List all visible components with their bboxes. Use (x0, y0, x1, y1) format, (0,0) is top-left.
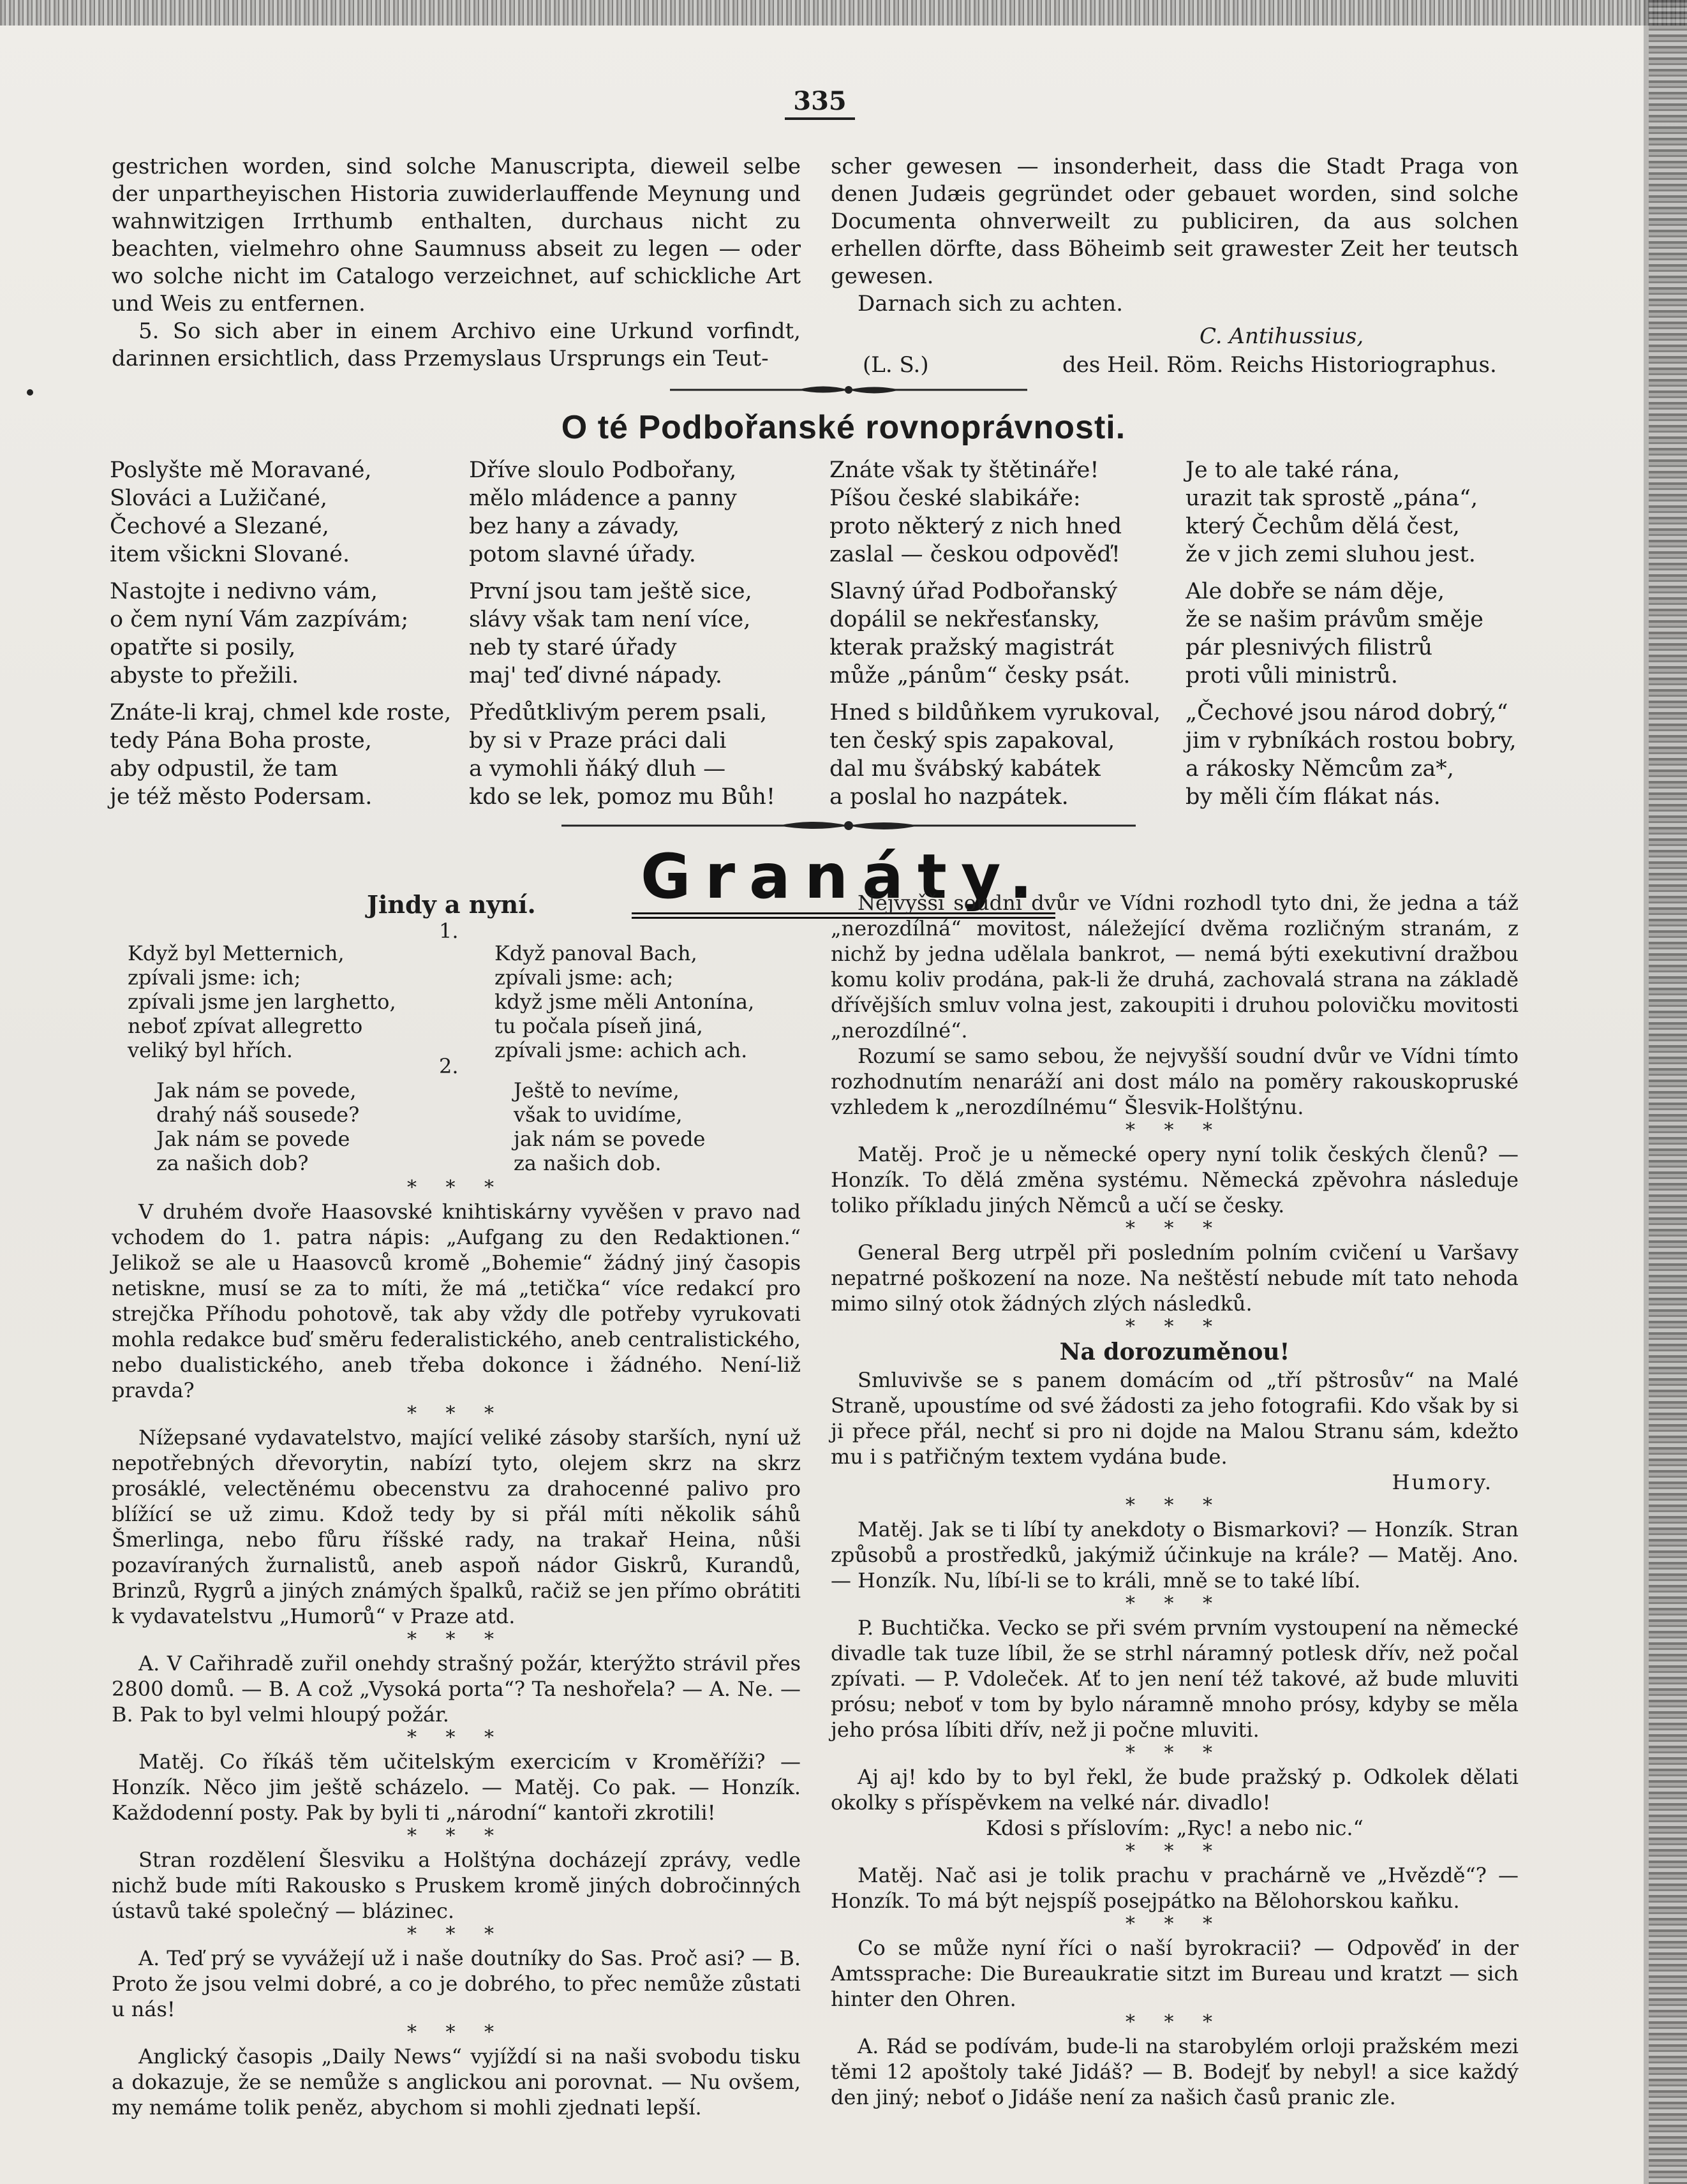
verse-line: Jak nám se povede, (156, 1078, 357, 1103)
section-separator: * * * (406, 2021, 506, 2044)
verse-line: kdo se lek, pomoz mu Bůh! (469, 784, 776, 810)
verse-block (514, 1078, 820, 1175)
verse-line: Poslyšte mě Moravané, (110, 457, 372, 483)
verse-line: item všickni Slované. (110, 542, 350, 567)
section-separator: * * * (1125, 1913, 1224, 1935)
verse-line: když jsme měli Antonína, (494, 990, 755, 1014)
verse-line: zpívali jsme: ach; (494, 965, 674, 990)
verse-line: neboť zpívat allegretto (128, 1014, 363, 1038)
verse-line: Nastojte i nedivno vám, (110, 579, 378, 604)
section-separator: * * * (1125, 1494, 1224, 1517)
page-number: 335 (785, 86, 855, 120)
scan-edge-top (0, 0, 1687, 26)
verse-line: může „pánům“ česky psát. (829, 663, 1131, 688)
section-separator: * * * (1125, 1217, 1224, 1240)
granaty-left-column (112, 1177, 801, 2120)
paragraph: A. Teď prý se vyvážejí už i naše doutníky do Sas. Proč asi? — B. Proto že jsou velmi dobré, a co je dobrého, to přec nemůže zůstati u nás! (112, 1946, 801, 2021)
verse-line: dal mu švábský kabátek (829, 756, 1101, 782)
top-right-column (831, 153, 1519, 318)
section-separator: * * * (1125, 1593, 1224, 1615)
poem-column-2 (469, 456, 814, 820)
verse-line: zpívali jsme: achich ach. (494, 1038, 748, 1062)
verse-line: maj' teď divné nápady. (469, 663, 723, 688)
paragraph: P. Buchtička. Vecko se při svém prvním vystoupení na německé divadle tak tuze líbil, že se strhl náramný potlesk dřív, než počal zpívati. — P. Vdoleček. Ať to jen není též takové, až bude mluviti prósu; neboť v tom by bylo náramně mnoho prósy, kdyby se měla jeho prósa líbiti dřív, než ji počne mluviti. (831, 1616, 1519, 1742)
section-separator: * * * (1125, 1316, 1224, 1338)
paragraph: A. V Cařihradě zuřil onehdy strašný požár, kterýžto strávil přes 2800 domů. — B. A což „Vysoká porta“? Ta neshořela? — A. Ne. — B. Pak to byl velmi hloupý požár. (112, 1651, 801, 1727)
verse-line: jak nám se povede (514, 1127, 706, 1151)
verse-block (494, 941, 826, 1062)
verse-line: První jsou tam ještě sice, (469, 579, 752, 604)
subsection-title: Jindy a nyní. (367, 890, 536, 919)
paragraph: A. Rád se podívám, bude-li na starobylém orloji pražském mezi těmi 12 apoštoly také Jidáš? — B. Bodejť by nebyl! a sice každý den jiný; neboť o Jidáše není za našich časů pranic zle. (831, 2034, 1519, 2109)
granaty-right-column (831, 890, 1519, 2110)
section-separator: * * * (1125, 2011, 1224, 2033)
stanza (829, 456, 1174, 568)
stanza (829, 577, 1174, 690)
section-separator: * * * (406, 1628, 506, 1651)
verse-line: Předůtklivým perem psali, (469, 700, 768, 725)
paragraph: Matěj. Jak se ti líbí ty anekdoty o Bismarkovi? — Honzík. Stran způsobů a prostředků, jakýmiž účinkuje na krále? — Matěj. Ano. — Honzík. Nu, líbí-li se to králi, mně se to také líbí. (831, 1517, 1519, 1593)
verse-line: ten český spis zapakoval, (829, 728, 1115, 754)
verse-line: že se našim právům směje (1185, 607, 1484, 632)
stanza (1185, 577, 1530, 690)
verse-line: urazit tak sprostě „pána“, (1185, 486, 1478, 511)
verse-line: Jak nám se povede (156, 1127, 350, 1151)
section-separator: * * * (406, 1825, 506, 1847)
stanza (1185, 456, 1530, 568)
verse-line: abyste to přežili. (110, 663, 299, 688)
poem-title: O té Podbořanské rovnoprávnosti. (561, 409, 1126, 446)
paragraph: General Berg utrpěl při posledním polním cvičení u Varšavy nepatrné poškození na noze. Na neštěstí nebude mít tato nehoda mimo silný otok žádných zlých následků. (831, 1240, 1519, 1316)
verse-line: neb ty staré úřady (469, 635, 677, 660)
verse-line: a rákosky Němcům za*, (1185, 756, 1454, 782)
seal-mark: (L. S.) (863, 352, 929, 378)
verse-line: dopálil se nekřesťansky, (829, 607, 1101, 632)
verse-block (156, 1078, 463, 1175)
verse-line: tu počala píseň jiná, (494, 1014, 703, 1038)
stanza-number: 1. (439, 919, 459, 943)
scan-edge-right (1649, 0, 1687, 2184)
stanza (1185, 699, 1530, 811)
paragraph: V druhém dvoře Haasovské knihtiskárny vyvěšen v pravo nad vchodem do 1. patra nápis: „Aufgang zu den Redaktionen.“ Jelikož se ale u Haasovců kromě „Bohemie“ žádný jiný časopis netiskne, musí se za to míti, že má „tetička“ více redakcí pro strejčka Příhodu pohotově, tak aby vždy dle potřeby vyrukovati mohla redakce buď směru federalistického, aneb centralistického, nebo dualistického, aneb třeba dokonce i žádného. Není-liž pravda? (112, 1200, 801, 1402)
stanza (469, 577, 814, 690)
stanza (829, 699, 1174, 811)
paragraph: Matěj. Co říkáš těm učitelským exercicím v Kroměříži? — Honzík. Něco jim ještě scházelo. — Matěj. Co pak. — Honzík. Každodenní posty. Pak by byli ti „národní“ kantoři zkrotili! (112, 1749, 801, 1825)
verse-line: jim v rybníkách rostou bobry, (1185, 728, 1517, 754)
verse-line: o čem nyní Vám zazpívám; (110, 607, 409, 632)
margin-mark (27, 389, 33, 396)
verse-line: Čechové a Slezané, (110, 514, 329, 539)
verse-line: který Čechům dělá čest, (1185, 514, 1460, 539)
stanza (469, 456, 814, 568)
ornamental-divider (670, 384, 1027, 396)
verse-line: že v jich zemi sluhou jest. (1185, 542, 1476, 567)
verse-line: Je to ale také rána, (1185, 457, 1401, 483)
verse-line: potom slavné úřady. (469, 542, 696, 567)
verse-line: tedy Pána Boha proste, (110, 728, 372, 754)
verse-line: však to uvidíme, (514, 1103, 683, 1127)
verse-line: proti vůli ministrů. (1185, 663, 1398, 688)
verse-line: kterak pražský magistrát (829, 635, 1114, 660)
paragraph: Rozumí se samo sebou, že nejvyšší soudní dvůr ve Vídni tímto rozhodnutím nenaráží ani dost málo na poměry rakouskopruské vzhledem k „nerozdílnému“ Šlesvik-Holštýnu. (831, 1044, 1519, 1119)
verse-line: a vymohli ňáký dluh — (469, 756, 726, 782)
section-separator: * * * (406, 1402, 506, 1425)
verse-line: drahý náš sousede? (156, 1103, 360, 1127)
paragraph: 5. So sich aber in einem Archivo eine Urkund vorfindt, darinnen ersichtlich, dass Przemyslaus Ursprungs ein Teut- (112, 318, 801, 371)
scan-edge-shadow (1644, 0, 1649, 2184)
verse-line: pár plesnivých filistrů (1185, 635, 1432, 660)
verse-line: Hned s bildůňkem vyrukoval, (829, 700, 1161, 725)
verse-line: mělo mládence a panny (469, 486, 737, 511)
paragraph: scher gewesen — insonderheit, dass die Stadt Praga von denen Judæis gegründet oder gebauet worden, sind solche Documenta ohnverweilt zu publiciren, da aus solchen erhellen dörfte, dass Böheimb seit grawester Zeit her teutsch gewesen. (831, 154, 1519, 289)
poem-column-1 (110, 456, 454, 820)
verse-line: Slováci a Lužičané, (110, 486, 328, 511)
verse-line: Slavný úřad Podbořanský (829, 579, 1118, 604)
paragraph: Darnach sich zu achten. (858, 291, 1124, 316)
verse-line: Dříve sloulo Podbořany, (469, 457, 737, 483)
verse-line: veliký byl hřích. (128, 1038, 293, 1062)
verse-line: za našich dob? (156, 1151, 309, 1175)
paragraph: Nížepsané vydavatelstvo, mající veliké zásoby starších, nyní už nepotřebných dřevorytin, nabízí tyto, olejem skrz na skrz prosáklé, velectěnému obecenstvu za drahocenné palivo pro blížící se už zimu. Kdož tedy by si přál míti několik sáhů Šmerlinga, nebo fůru říšské rady, na trakař Heina, nůši pozavíraných žurnalistů, aneb aspoň nádor Giskrů, Kurandů, Brinzů, Rygrů a jiných známých špalků, račiž se jen přímo obrátiti k vydavatelstvu „Humorů“ v Praze atd. (112, 1425, 801, 1628)
verse-line: by měli čím flákat nás. (1185, 784, 1441, 810)
verse-line: „Čechové jsou národ dobrý,“ (1185, 700, 1508, 725)
paragraph: Matěj. Nač asi je tolik prachu v prachárně ve „Hvězdě“? — Honzík. To má být nejspíš posejpátko na Bělohorskou kaňku. (831, 1863, 1519, 1913)
paragraph: gestrichen worden, sind solche Manuscripta, dieweil selbe der unpartheyischen Historia zuwiderlauffende Meynung und wahnwitzigen Irrthumb enthalten, durchaus nicht zu beachten, vielmehro ohne Saumnuss abseit zu legen — oder wo solche nicht im Catalogo verzeichnet, auf schickliche Art und Weis zu entfernen. (112, 154, 801, 316)
verse-line: zpívali jsme: ich; (128, 965, 301, 990)
verse-line: Když byl Metternich, (128, 941, 345, 965)
verse-line: slávy však tam není více, (469, 607, 751, 632)
verse-block (128, 941, 459, 1062)
verse-line: a poslal ho nazpátek. (829, 784, 1069, 810)
verse-line: Ale dobře se nám děje, (1185, 579, 1445, 604)
stanza (110, 456, 454, 568)
verse-line: by si v Praze práci dali (469, 728, 727, 754)
section-separator: * * * (406, 1177, 506, 1199)
verse-line: Ještě to nevíme, (514, 1078, 680, 1103)
signoff: Humory. (1392, 1470, 1493, 1494)
section-separator: * * * (1125, 1840, 1224, 1862)
signature-name: C. Antihussius, (1200, 323, 1364, 349)
poem-column-4 (1185, 456, 1530, 820)
verse-line: proto některý z nich hned (829, 514, 1122, 539)
verse-line: opatřte si posily, (110, 635, 296, 660)
verse-line: Znáte však ty štětináře! (829, 457, 1099, 483)
verse-line: bez hany a závady, (469, 514, 680, 539)
verse-line: za našich dob. (514, 1151, 662, 1175)
subsection-title: Na dorozuměnou! (1059, 1339, 1290, 1365)
stanza (110, 699, 454, 811)
stanza (469, 699, 814, 811)
section-separator: * * * (406, 1727, 506, 1749)
verse-line: Když panoval Bach, (494, 941, 697, 965)
verse-line: zaslal — českou odpověď! (829, 542, 1120, 567)
paragraph: Kdosi s příslovím: „Ryc! a nebo nic.“ (986, 1816, 1364, 1840)
paragraph: Stran rozdělení Šlesviku a Holštýna docházejí zprávy, vedle nichž bude míti Rakousko s Pruskem kromě jiných dobročinných ústavů také společný — blázinec. (112, 1848, 801, 1923)
section-separator: * * * (406, 1923, 506, 1945)
verse-line: Píšou české slabikáře: (829, 486, 1081, 511)
section-title-text: Granáty. (632, 841, 1055, 919)
paragraph: Co se může nyní říci o naší byrokracii? — Odpověď in der Amtssprache: Die Bureaukratie sitzt im Bureau und kratzt — sich hinter den Ohren. (831, 1936, 1519, 2011)
ornamental-divider (561, 820, 1136, 831)
verse-line: zpívali jsme jen larghetto, (128, 990, 396, 1014)
stanza (110, 577, 454, 690)
verse-line: aby odpustil, že tam (110, 756, 338, 782)
paragraph: Smluvivše se s panem domácím od „tří pštrosův“ na Malé Straně, upoustíme od své žádosti za jeho fotografii. Kdo však by si ji přece přál, nechť si pro ni dojde na Malou Stranu sám, kdežto mu i s patřičným textem vydána bude. (831, 1368, 1519, 1469)
section-separator: * * * (1125, 1742, 1224, 1764)
verse-line: Znáte-li kraj, chmel kde roste, (110, 700, 452, 725)
paragraph: Anglický časopis „Daily News“ vyjíždí si na naši svobodu tisku a dokazuje, že se nemůže s anglickou ani porovnat. — Nu ovšem, my nemáme tolik peněz, abychom si mohli zjednati lepší. (112, 2044, 801, 2120)
top-left-column (112, 153, 801, 373)
stanza-number: 2. (439, 1054, 459, 1078)
poem-column-3 (829, 456, 1174, 820)
paragraph: Aj aj! kdo by to byl řekl, že bude pražský p. Odkolek dělati okolky s příspěvkem na velké nár. divadlo! (831, 1765, 1519, 1815)
section-separator: * * * (1125, 1119, 1224, 1141)
verse-line: je též město Podersam. (110, 784, 373, 810)
signature-title: des Heil. Röm. Reichs Historiographus. (1062, 352, 1497, 378)
paragraph: Matěj. Proč je u německé opery nyní tolik českých členů? — Honzík. To dělá změna systému. Německá zpěvohra následuje toliko příkladu jiných Němců a učí se česky. (831, 1142, 1519, 1217)
paragraph: Nejvyšší soudní dvůr ve Vídni rozhodl tyto dni, že jedna a táž „nerozdílná“ movitost, náležející dvěma rozličným stranám, z nichž by jedna udělala bankrot, — nemá býti exekutivní dražbou komu koliv prodána, pak-li že druhá, zachovalá strana na základě dřívějších smluv volna jest, zakoupiti i druhou polovičku movitosti „nerozdílné“. (831, 891, 1519, 1043)
